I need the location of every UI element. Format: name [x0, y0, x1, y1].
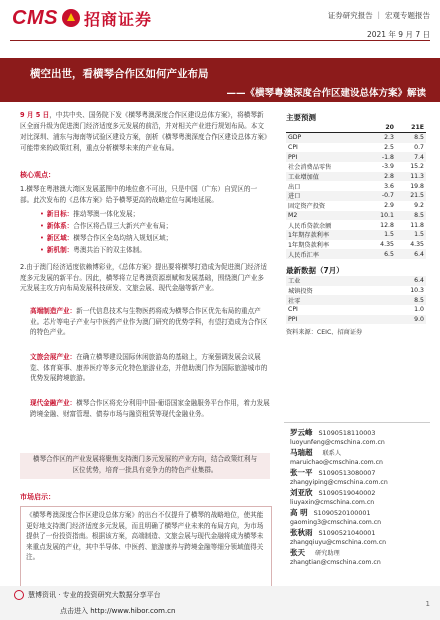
indicator-value: 4.35	[410, 240, 424, 248]
table-row	[286, 249, 426, 259]
author-name: 马瑞超	[290, 448, 313, 457]
forecast-table	[286, 123, 426, 259]
indicator-value: -0.7	[366, 191, 396, 201]
risk-heading: 市场启示：	[20, 493, 55, 501]
forecast-panel	[286, 112, 426, 412]
indicator-value: 7.4	[396, 152, 426, 162]
author-email[interactable]: gaoming3@cmschina.com.cn	[290, 519, 382, 526]
indicator-value: 8.5	[396, 211, 426, 221]
table-row	[286, 181, 426, 191]
indicator-value: 4.35	[380, 240, 394, 248]
indicator-name: PPI	[286, 315, 373, 325]
indicator-name: 人民币汇率	[286, 249, 366, 259]
magnifier-icon	[14, 590, 24, 600]
list-item: • 新区域：横琴合作区全岛均纳入规划区域；	[40, 234, 173, 242]
footer-line-1: 慧博资讯 · 专业的投资研究大数据分享平台	[14, 590, 161, 600]
indicator-value: 2.8	[366, 172, 396, 182]
author-entry	[290, 428, 430, 447]
footer-link[interactable]: 点击进入 http://www.hibor.com.cn	[60, 607, 176, 615]
indicator-value: 11.3	[396, 172, 426, 182]
author-cert: S1090520100001	[313, 509, 371, 517]
logo-emblem-icon	[61, 8, 81, 28]
indicator-name: 进口	[286, 191, 366, 201]
table-row	[286, 286, 426, 296]
table-row	[286, 305, 426, 315]
indicator-value: 1.0	[414, 306, 424, 314]
indicator-value: 2.3	[366, 133, 396, 143]
author-cert: S1090519040002	[318, 489, 376, 497]
indicator-value: 1.5	[366, 230, 396, 240]
industry-1: 高端制造产业：新一代信息技术与生物医药将成为横琴合作区优先布局的重点产业。芯片等电子产业与中医药产业作为澳门研究的优势学科，有望打造成为合作区的特色产业。	[30, 307, 268, 337]
author-name: 张天	[290, 548, 305, 557]
indicator-name: 出口	[288, 183, 301, 191]
author-entry	[290, 448, 430, 467]
table-row	[286, 162, 426, 172]
core-bullets	[40, 208, 270, 256]
latest-table	[286, 276, 426, 324]
author-entry	[290, 468, 430, 487]
indicator-value: 1.5	[396, 230, 426, 240]
indicator-name: CPI	[288, 144, 298, 152]
list-item: • 新体系：合作区将凸显三大新兴产业布局；	[40, 222, 173, 230]
table-row	[286, 152, 426, 162]
table-row	[286, 143, 426, 153]
table-row	[286, 276, 426, 286]
indicator-name: 固定资产投资	[288, 203, 326, 211]
core-heading: 核心观点：	[20, 171, 55, 179]
author-name: 高 明	[290, 508, 308, 517]
author-email[interactable]: zhangyiping@cmschina.com.cn	[290, 479, 388, 486]
core-point-2: 2.由于澳门经济适度依赖博彩业，《总体方案》提出要将横琴打造成为促进澳门经济适度多元发展的新平台。因此，横琴将立足粤澳资源禀赋和发展基础，围绕澳门产业多元发展主攻方向布局发展科技研发、文旅会展、现代金融等新产业。	[20, 263, 267, 293]
forecast-title: 主要预测	[286, 113, 316, 122]
brand-logo	[12, 6, 152, 30]
indicator-name: 工业	[286, 276, 373, 286]
header-divider	[10, 40, 430, 41]
indicator-value: 8.5	[396, 133, 426, 143]
indicator-value: 12.8	[380, 221, 394, 229]
core-point-1: 1.横琴在粤港澳大湾区发展蓝图中的地位愈不可出，只是中国（广东）自贸区的一部。此次发布的《总体方案》给予横琴更高的战略定位与属地延展。	[20, 185, 258, 204]
latest-title: 最新数据（7月）	[286, 265, 344, 275]
table-row	[286, 211, 426, 221]
author-entry	[290, 528, 430, 547]
table-row	[286, 220, 426, 230]
table-row	[286, 315, 426, 325]
indicator-value: 2.9	[384, 202, 394, 210]
author-role: 研究助理	[315, 550, 340, 557]
author-name: 张秋雨	[290, 528, 313, 537]
title-band	[0, 58, 440, 102]
author-list	[290, 428, 430, 568]
indicator-value: 10.3	[410, 286, 424, 294]
report-title: 横空出世，看横琴合作区如何产业布局	[30, 68, 209, 80]
indicator-value: 11.8	[410, 221, 424, 229]
author-role: 联系人	[322, 450, 342, 457]
indicator-name: PPI	[286, 152, 366, 162]
author-name: 罗云峰	[290, 428, 313, 437]
table-row	[286, 133, 426, 143]
list-item: • 新目标：推动琴澳一体化发展；	[40, 210, 140, 218]
author-name: 刘亚欣	[290, 488, 313, 497]
indicator-name: 工业增加值	[286, 172, 366, 182]
list-item: • 新机制：粤澳共治下的双主体制。	[40, 246, 146, 254]
author-name: 张一平	[290, 468, 313, 477]
author-cert: S1090513080007	[318, 469, 376, 477]
lead-date: 9 月 5 日	[20, 111, 50, 119]
indicator-value: 10.1	[366, 211, 396, 221]
indicator-value: 6.5	[366, 249, 396, 259]
lead-paragraph	[20, 110, 270, 154]
indicator-name: GDP	[286, 133, 366, 143]
table-row	[286, 295, 426, 305]
indicator-name: 社会消费品零售	[288, 164, 332, 172]
industry-2: 文旅会展产业：在确立横琴建设国际休闲旅游岛的基础上，方案强调发展会议展览、体育赛事、康养医疗等多元化特色旅游业态，并借助澳门作为国际旅游城市的优势发展跨境旅游。	[30, 353, 268, 383]
author-entry	[290, 548, 430, 567]
indicator-value: 6.4	[373, 276, 427, 286]
risk-text: 《横琴粤澳深度合作区建设总体方案》的出台不仅提升了横琴的战略地位，使其能更好地支持澳门经济适度多元发展，而且明确了横琴产业未来的布局方向，为市场提供了一份投资指南。根据该方案，高端制造、文旅会展与现代金融将成为横琴未来重点发展的产业，其中半导体、中医药、旅游康养与跨境金融等细分领域值得关注。	[26, 511, 264, 562]
indicator-name: 社零	[286, 295, 373, 305]
indicator-value: 0.7	[414, 144, 424, 152]
author-email[interactable]: liuyaxin@cmschina.com.cn	[290, 499, 375, 506]
indicator-name: 人民币贷款余额	[288, 222, 332, 230]
report-type: 证券研究报告 ｜ 宏观专题报告	[327, 11, 430, 20]
indicator-value: 3.6	[384, 182, 394, 190]
author-email[interactable]: zhangtian@cmschina.com.cn	[290, 559, 381, 566]
author-entry	[290, 488, 430, 507]
indicator-value: 9.0	[373, 315, 427, 325]
table-row	[286, 172, 426, 182]
logo-en: CMS	[12, 6, 58, 29]
author-email[interactable]: zhangqiuyu@cmschina.com.cn	[290, 539, 387, 546]
lead-text: ，中共中央、国务院下发《横琴粤澳深度合作区建设总体方案》，将横琴新区全面升级为促进澳门经济适度多元发展的前沿，并对相关产业进行规划布局。本文对比深圳、浦东与海南等试验区建设方案，剖析《横琴粤澳深度合作区建设总体方案》可能带来的政策红利，重点分析横琴未来的产业布局。	[20, 111, 268, 152]
sidebar-divider	[284, 422, 430, 423]
indicator-name: CPI	[288, 306, 298, 314]
indicator-value: 8.5	[373, 295, 427, 305]
table-row	[286, 191, 426, 201]
indicator-name: 城镇投资	[288, 287, 313, 295]
indicator-value: -1.8	[366, 152, 396, 162]
author-entry	[290, 508, 430, 527]
indicator-value: 9.2	[414, 202, 424, 210]
author-cert: S1090521040001	[318, 529, 376, 537]
report-date: 2021 年 9 月 7 日	[366, 30, 430, 39]
author-cert: S1090518110003	[318, 429, 376, 437]
summary-text: 横琴合作区的产业发展将聚焦支持澳门多元发展的产业方向，结合政策红利与区位优势，培育一批具有竞争力的特色产业集群。	[32, 455, 258, 474]
indicator-value: 19.8	[410, 182, 424, 190]
page-number: 1	[425, 600, 430, 608]
industry-3: 现代金融产业：横琴合作区将充分利用中国-葡语国家金融服务平台作用，着力发展跨境金融、财富管理、债券市场与融资租赁等现代金融业务。	[30, 399, 270, 418]
logo-cn: 招商证券	[83, 9, 152, 29]
table-row	[286, 201, 426, 211]
indicator-value: 15.2	[410, 163, 424, 171]
indicator-name: 1年期存款利率	[286, 230, 366, 240]
table-header-row: 20 21E	[286, 123, 426, 133]
indicator-value: 6.4	[396, 249, 426, 259]
indicator-value: 2.5	[384, 144, 394, 152]
data-source: 资料来源：CEIC、招商证券	[286, 329, 363, 337]
indicator-value: 21.5	[396, 191, 426, 201]
author-email[interactable]: luoyunfeng@cmschina.com.cn	[290, 439, 385, 446]
indicator-value: -3.9	[381, 163, 394, 171]
table-row	[286, 230, 426, 240]
indicator-name: M2	[286, 211, 366, 221]
author-email[interactable]: maruichao@cmschina.com.cn	[290, 459, 383, 466]
report-subtitle: ——《横琴粤澳深度合作区建设总体方案》解读	[226, 88, 426, 99]
indicator-name: 1年期贷款利率	[288, 241, 330, 249]
table-row	[286, 240, 426, 250]
